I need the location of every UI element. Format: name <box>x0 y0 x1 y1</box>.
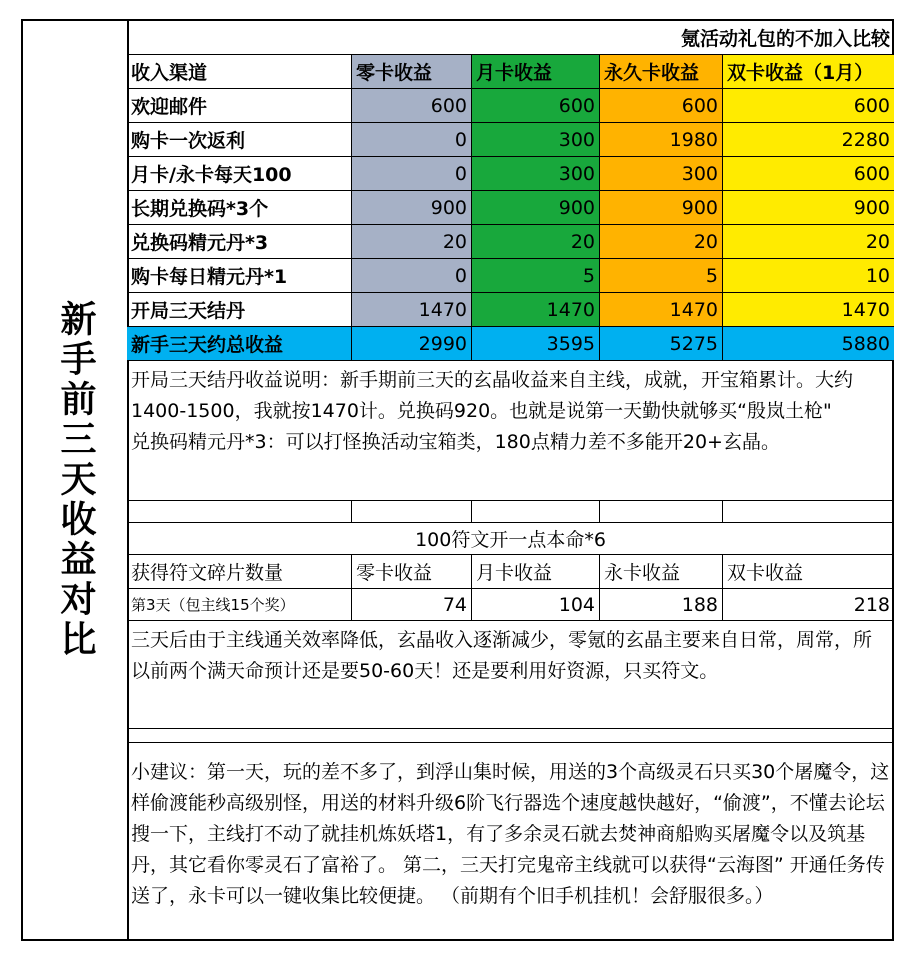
header-dual-card: 双卡收益（1月） <box>723 55 894 88</box>
value-cell: 5 <box>600 259 723 292</box>
value-cell: 600 <box>472 89 600 122</box>
total-value: 3595 <box>472 327 600 360</box>
rune-value: 74 <box>352 589 472 620</box>
value-cell: 900 <box>472 191 600 224</box>
value-cell: 600 <box>723 157 894 190</box>
blank-cell <box>127 729 894 742</box>
value-cell: 600 <box>723 89 894 122</box>
table-row <box>127 293 894 327</box>
rune-header-label: 获得符文碎片数量 <box>127 555 352 588</box>
value-cell: 10 <box>723 259 894 292</box>
table-row <box>127 259 894 293</box>
table-row <box>127 191 894 225</box>
table-row <box>127 123 894 157</box>
rune-title-row <box>127 523 894 555</box>
header-perm-card: 永久卡收益 <box>600 55 723 88</box>
header-row <box>127 55 894 89</box>
side-title-cell <box>23 21 129 939</box>
value-cell: 20 <box>472 225 600 258</box>
rune-title: 100符文开一点本命*6 <box>415 529 606 551</box>
blank-cell <box>723 501 894 522</box>
rune-row-label: 第3天（包主线15个奖） <box>127 589 352 620</box>
value-cell: 1470 <box>723 293 894 326</box>
row-label: 兑换码精元丹*3 <box>127 225 352 258</box>
row-label: 月卡/永卡每天100 <box>127 157 352 190</box>
banner-cell: 氪活动礼包的不加入比较 <box>680 28 890 50</box>
value-cell: 300 <box>472 123 600 156</box>
total-value: 5275 <box>600 327 723 360</box>
spreadsheet <box>21 19 894 941</box>
rune-header-month: 月卡收益 <box>472 555 600 588</box>
table-row <box>127 157 894 191</box>
blank-cell <box>127 501 352 522</box>
rune-data-row <box>127 589 894 621</box>
note-later-days: 三天后由于主线通关效率降低，玄晶收入逐渐减少，零氪的玄晶主要来自日常，周常，所以前两个满天命预计还是要50-60天！还是要利用好资源，只买符文。 <box>127 621 894 729</box>
value-cell: 1470 <box>472 293 600 326</box>
total-value: 2990 <box>352 327 472 360</box>
value-cell: 20 <box>723 225 894 258</box>
blank-cell <box>472 501 600 522</box>
row-label: 购卡一次返利 <box>127 123 352 156</box>
side-title: 新手前三天收益对比 <box>55 300 96 660</box>
blank-cell <box>352 501 472 522</box>
header-channel: 收入渠道 <box>127 55 352 88</box>
rune-header-perm: 永卡收益 <box>600 555 723 588</box>
rune-header-zero: 零卡收益 <box>352 555 472 588</box>
banner-row <box>127 21 894 55</box>
value-cell: 900 <box>723 191 894 224</box>
note-explanation: 开局三天结丹收益说明：新手期前三天的玄晶收益来自主线，成就，开宝箱累计。大约1400-1500，我就按1470计。兑换码920。也就是说第一天勤快就够买“殷岚土枪" 兑换码精元丹*3：可以打怪换活动宝箱类，180点精力差不多能开20+玄晶。 <box>127 361 894 501</box>
rune-value: 218 <box>853 593 890 616</box>
blank-row <box>127 729 894 743</box>
value-cell: 300 <box>472 157 600 190</box>
total-row <box>127 327 894 361</box>
blank-row <box>127 501 894 523</box>
value-cell: 1470 <box>600 293 723 326</box>
total-label: 新手三天约总收益 <box>127 327 352 360</box>
header-month-card: 月卡收益 <box>472 55 600 88</box>
value-cell: 600 <box>600 89 723 122</box>
row-label: 购卡每日精元丹*1 <box>127 259 352 292</box>
value-cell: 20 <box>600 225 723 258</box>
header-zero-card: 零卡收益 <box>352 55 472 88</box>
value-cell: 0 <box>352 259 472 292</box>
row-label: 开局三天结丹 <box>127 293 352 326</box>
main-table <box>127 21 894 939</box>
value-cell: 600 <box>352 89 472 122</box>
value-cell: 2280 <box>723 123 894 156</box>
value-cell: 1980 <box>600 123 723 156</box>
value-cell: 900 <box>352 191 472 224</box>
value-cell: 1470 <box>352 293 472 326</box>
value-cell: 900 <box>600 191 723 224</box>
table-row <box>127 89 894 123</box>
value-cell: 0 <box>352 157 472 190</box>
rune-header-dual: 双卡收益 <box>727 562 804 584</box>
total-value: 5880 <box>723 327 894 360</box>
table-row <box>127 225 894 259</box>
blank-cell <box>600 501 723 522</box>
value-cell: 300 <box>600 157 723 190</box>
rune-header-row <box>127 555 894 589</box>
note-suggestion: 小建议：第一天，玩的差不多了，到浮山集时候，用送的3个高级灵石只买30个屠魔令，这样偷渡能秒高级别怪，用送的材料升级6阶飞行器选个速度越快越好，“偷渡”，不懂去论坛搜一下，主线打不动了就挂机炼妖塔1，有了多余灵石就去焚神商船购买屠魔令以及筑基丹，其它看你零灵石了富裕了。 第二，三天打完鬼帝主线就可以获得“云海图” 开通任务传送了，永卡可以一键收集比较便捷。 （前期有个旧手机挂机！会舒服很多。） <box>131 761 890 907</box>
rune-value: 104 <box>472 589 600 620</box>
value-cell: 20 <box>352 225 472 258</box>
value-cell: 5 <box>472 259 600 292</box>
rune-value: 188 <box>600 589 723 620</box>
row-label: 长期兑换码*3个 <box>127 191 352 224</box>
value-cell: 0 <box>352 123 472 156</box>
row-label: 欢迎邮件 <box>127 89 352 122</box>
